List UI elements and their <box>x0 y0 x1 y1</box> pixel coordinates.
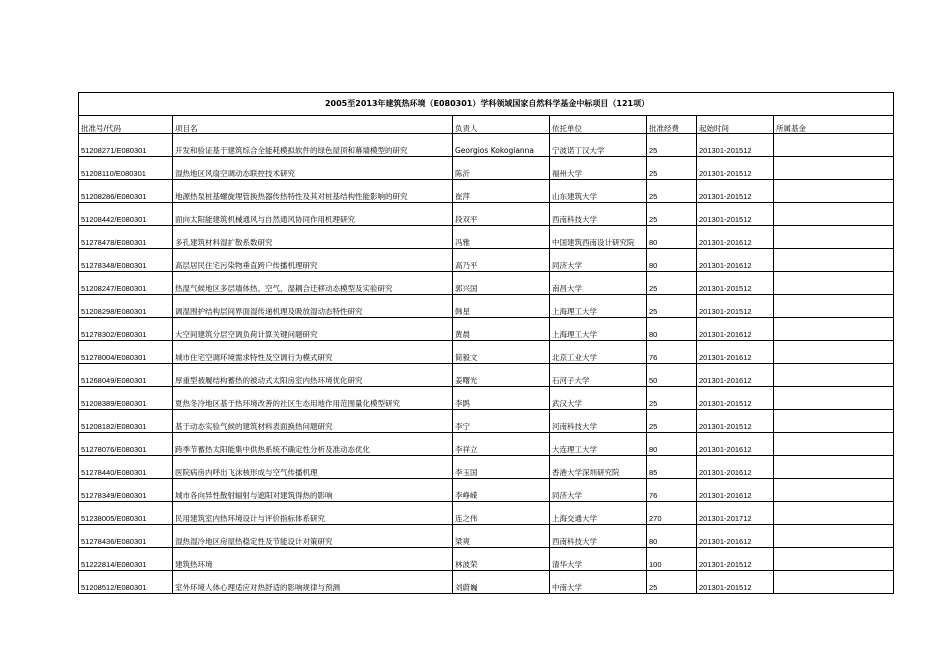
principal-cell: 刘蔚巍 <box>453 571 550 594</box>
header-institution: 依托单位 <box>550 116 647 134</box>
table-row <box>79 318 894 341</box>
fund-type-cell <box>774 364 894 387</box>
project-name-cell: 地源热泵桩基螺旋埋管换热器传热特性及其对桩基结构性能影响的研究 <box>173 180 453 203</box>
table-row <box>79 571 894 594</box>
table-row <box>79 341 894 364</box>
institution-cell: 山东建筑大学 <box>550 180 647 203</box>
project-name-cell: 城市住宅空调环境需求特性及空调行为模式研究 <box>173 341 453 364</box>
project-name-cell: 城市各向异性散射辐射与遮阳对建筑得热的影响 <box>173 479 453 502</box>
table-row <box>79 180 894 203</box>
approval-code-cell: 51278436/E080301 <box>79 525 173 548</box>
project-name-cell: 室外环境人体心理适应对热舒适的影响规律与预测 <box>173 571 453 594</box>
principal-cell: 简毅文 <box>453 341 550 364</box>
funding-cell: 25 <box>647 180 697 203</box>
approval-code-cell: 51278349/E080301 <box>79 479 173 502</box>
fund-type-cell <box>774 295 894 318</box>
period-cell: 201301-201512 <box>697 571 774 594</box>
institution-cell: 福州大学 <box>550 157 647 180</box>
project-name-cell: 调湿围护结构层间界面湿传递机理及吸放湿动态特性研究 <box>173 295 453 318</box>
header-fund-type: 所属基金 <box>774 116 894 134</box>
fund-type-cell <box>774 456 894 479</box>
approval-code-cell: 51208110/E080301 <box>79 157 173 180</box>
principal-cell: 姜曙光 <box>453 364 550 387</box>
principal-cell: 陈沂 <box>453 157 550 180</box>
principal-cell: Georgios Kokogianna <box>453 134 550 157</box>
project-name-cell: 湿热地区风扇空调动态联控技术研究 <box>173 157 453 180</box>
project-name-cell: 跨季节蓄热太阳能集中供热系统不确定性分析及准动态优化 <box>173 433 453 456</box>
funding-cell: 25 <box>647 203 697 226</box>
fund-type-cell <box>774 203 894 226</box>
principal-cell: 李鹍 <box>453 387 550 410</box>
period-cell: 201301-201512 <box>697 134 774 157</box>
institution-cell: 上海理工大学 <box>550 318 647 341</box>
fund-type-cell <box>774 180 894 203</box>
period-cell: 201301-201612 <box>697 341 774 364</box>
funding-cell: 25 <box>647 157 697 180</box>
fund-type-cell <box>774 502 894 525</box>
period-cell: 201301-201612 <box>697 226 774 249</box>
approval-code-cell: 51208442/E080301 <box>79 203 173 226</box>
table-row <box>79 502 894 525</box>
table-row <box>79 387 894 410</box>
table-row <box>79 203 894 226</box>
project-name-cell: 湿热湿冷地区房屋热稳定性及节能设计对策研究 <box>173 525 453 548</box>
table-row <box>79 364 894 387</box>
period-cell: 201301-201512 <box>697 410 774 433</box>
approval-code-cell: 51278302/E080301 <box>79 318 173 341</box>
table-row <box>79 433 894 456</box>
fund-type-cell <box>774 318 894 341</box>
principal-cell: 李峥嵘 <box>453 479 550 502</box>
period-cell: 201301-201512 <box>697 157 774 180</box>
fund-type-cell <box>774 341 894 364</box>
institution-cell: 清华大学 <box>550 548 647 571</box>
institution-cell: 西南科技大学 <box>550 525 647 548</box>
institution-cell: 宁波诺丁汉大学 <box>550 134 647 157</box>
table-row <box>79 157 894 180</box>
approval-code-cell: 51278004/E080301 <box>79 341 173 364</box>
project-name-cell: 热湿气候地区多层墙体热、空气、湿耦合迁移动态模型及实验研究 <box>173 272 453 295</box>
table-row <box>79 456 894 479</box>
table-header-row <box>79 116 894 134</box>
project-name-cell: 基于动态实验气候的建筑材料表面换热问题研究 <box>173 410 453 433</box>
header-approval-code: 批准号/代码 <box>79 116 173 134</box>
approval-code-cell: 51208512/E080301 <box>79 571 173 594</box>
table-row <box>79 272 894 295</box>
approval-code-cell: 51208271/E080301 <box>79 134 173 157</box>
project-table <box>78 92 894 594</box>
funding-cell: 25 <box>647 295 697 318</box>
project-name-cell: 多孔建筑材料湿扩散系数研究 <box>173 226 453 249</box>
approval-code-cell: 51208389/E080301 <box>79 387 173 410</box>
period-cell: 201301-201512 <box>697 387 774 410</box>
funding-cell: 80 <box>647 226 697 249</box>
funding-cell: 270 <box>647 502 697 525</box>
table-title: 2005至2013年建筑热环境（E080301）学科领域国家自然科学基金中标项目（121项） <box>79 93 894 116</box>
header-funding: 批准经费 <box>647 116 697 134</box>
approval-code-cell: 51222814/E080301 <box>79 548 173 571</box>
header-project-name: 项目名 <box>173 116 453 134</box>
table-row <box>79 525 894 548</box>
project-name-cell: 夏热冬冷地区基于热环境改善的社区生态用地作用范围量化模型研究 <box>173 387 453 410</box>
fund-type-cell <box>774 571 894 594</box>
project-name-cell: 建筑热环境 <box>173 548 453 571</box>
principal-cell: 连之伟 <box>453 502 550 525</box>
approval-code-cell: 51208182/E080301 <box>79 410 173 433</box>
period-cell: 201301-201612 <box>697 456 774 479</box>
funding-cell: 25 <box>647 571 697 594</box>
header-principal: 负责人 <box>453 116 550 134</box>
funding-cell: 100 <box>647 548 697 571</box>
period-cell: 201301-201612 <box>697 479 774 502</box>
approval-code-cell: 51208247/E080301 <box>79 272 173 295</box>
principal-cell: 段双平 <box>453 203 550 226</box>
approval-code-cell: 51278440/E080301 <box>79 456 173 479</box>
spreadsheet-table-region <box>78 92 893 594</box>
principal-cell: 黄晨 <box>453 318 550 341</box>
project-name-cell: 民用建筑室内热环境设计与评价指标体系研究 <box>173 502 453 525</box>
period-cell: 201301-201512 <box>697 203 774 226</box>
fund-type-cell <box>774 548 894 571</box>
principal-cell: 李宁 <box>453 410 550 433</box>
institution-cell: 中南大学 <box>550 571 647 594</box>
table-row <box>79 548 894 571</box>
approval-code-cell: 51208298/E080301 <box>79 295 173 318</box>
period-cell: 201301-201712 <box>697 502 774 525</box>
principal-cell: 韩星 <box>453 295 550 318</box>
funding-cell: 80 <box>647 525 697 548</box>
header-period: 起始时间 <box>697 116 774 134</box>
funding-cell: 80 <box>647 433 697 456</box>
funding-cell: 25 <box>647 134 697 157</box>
table-row <box>79 249 894 272</box>
institution-cell: 北京工业大学 <box>550 341 647 364</box>
period-cell: 201301-201612 <box>697 364 774 387</box>
institution-cell: 河南科技大学 <box>550 410 647 433</box>
approval-code-cell: 51278478/E080301 <box>79 226 173 249</box>
funding-cell: 50 <box>647 364 697 387</box>
period-cell: 201301-201612 <box>697 525 774 548</box>
approval-code-cell: 51238005/E080301 <box>79 502 173 525</box>
principal-cell: 梁爽 <box>453 525 550 548</box>
approval-code-cell: 51208286/E080301 <box>79 180 173 203</box>
principal-cell: 林波荣 <box>453 548 550 571</box>
table-row <box>79 134 894 157</box>
principal-cell: 高乃平 <box>453 249 550 272</box>
fund-type-cell <box>774 410 894 433</box>
table-row <box>79 410 894 433</box>
funding-cell: 80 <box>647 249 697 272</box>
project-name-cell: 厚重型被履结构蓄热的被动式太阳房室内热环境优化研究 <box>173 364 453 387</box>
institution-cell: 同济大学 <box>550 249 647 272</box>
project-name-cell: 大空间建筑分层空调负荷计算关键问题研究 <box>173 318 453 341</box>
approval-code-cell: 51278076/E080301 <box>79 433 173 456</box>
institution-cell: 上海交通大学 <box>550 502 647 525</box>
institution-cell: 南昌大学 <box>550 272 647 295</box>
project-name-cell: 开发和验证基于建筑综合全能耗模拟软件的绿色屋顶和幕墙模型的研究 <box>173 134 453 157</box>
funding-cell: 76 <box>647 479 697 502</box>
approval-code-cell: 51268049/E080301 <box>79 364 173 387</box>
principal-cell: 李祥立 <box>453 433 550 456</box>
fund-type-cell <box>774 387 894 410</box>
table-row <box>79 226 894 249</box>
period-cell: 201301-201612 <box>697 318 774 341</box>
project-name-cell: 医院病房内呼出飞沫核形成与空气传播机理 <box>173 456 453 479</box>
period-cell: 201301-201512 <box>697 295 774 318</box>
principal-cell: 冯雅 <box>453 226 550 249</box>
fund-type-cell <box>774 433 894 456</box>
fund-type-cell <box>774 134 894 157</box>
institution-cell: 上海理工大学 <box>550 295 647 318</box>
funding-cell: 76 <box>647 341 697 364</box>
institution-cell: 石河子大学 <box>550 364 647 387</box>
project-name-cell: 面向太阳能建筑机械通风与自然通风协同作用机理研究 <box>173 203 453 226</box>
funding-cell: 80 <box>647 318 697 341</box>
table-title-row <box>79 93 894 116</box>
institution-cell: 西南科技大学 <box>550 203 647 226</box>
fund-type-cell <box>774 272 894 295</box>
funding-cell: 25 <box>647 410 697 433</box>
funding-cell: 25 <box>647 387 697 410</box>
principal-cell: 崔萍 <box>453 180 550 203</box>
principal-cell: 郭兴国 <box>453 272 550 295</box>
period-cell: 201301-201612 <box>697 433 774 456</box>
funding-cell: 25 <box>647 272 697 295</box>
project-name-cell: 高层居民住宅污染物垂直跨户传播机理研究 <box>173 249 453 272</box>
period-cell: 201301-201512 <box>697 180 774 203</box>
principal-cell: 李玉国 <box>453 456 550 479</box>
institution-cell: 香港大学深圳研究院 <box>550 456 647 479</box>
funding-cell: 85 <box>647 456 697 479</box>
institution-cell: 武汉大学 <box>550 387 647 410</box>
period-cell: 201301-201612 <box>697 249 774 272</box>
institution-cell: 中国建筑西南设计研究院 <box>550 226 647 249</box>
fund-type-cell <box>774 249 894 272</box>
fund-type-cell <box>774 479 894 502</box>
institution-cell: 大连理工大学 <box>550 433 647 456</box>
fund-type-cell <box>774 157 894 180</box>
table-row <box>79 479 894 502</box>
institution-cell: 同济大学 <box>550 479 647 502</box>
period-cell: 201301-201512 <box>697 272 774 295</box>
fund-type-cell <box>774 226 894 249</box>
table-row <box>79 295 894 318</box>
fund-type-cell <box>774 525 894 548</box>
period-cell: 201301-201512 <box>697 548 774 571</box>
approval-code-cell: 51278348/E080301 <box>79 249 173 272</box>
